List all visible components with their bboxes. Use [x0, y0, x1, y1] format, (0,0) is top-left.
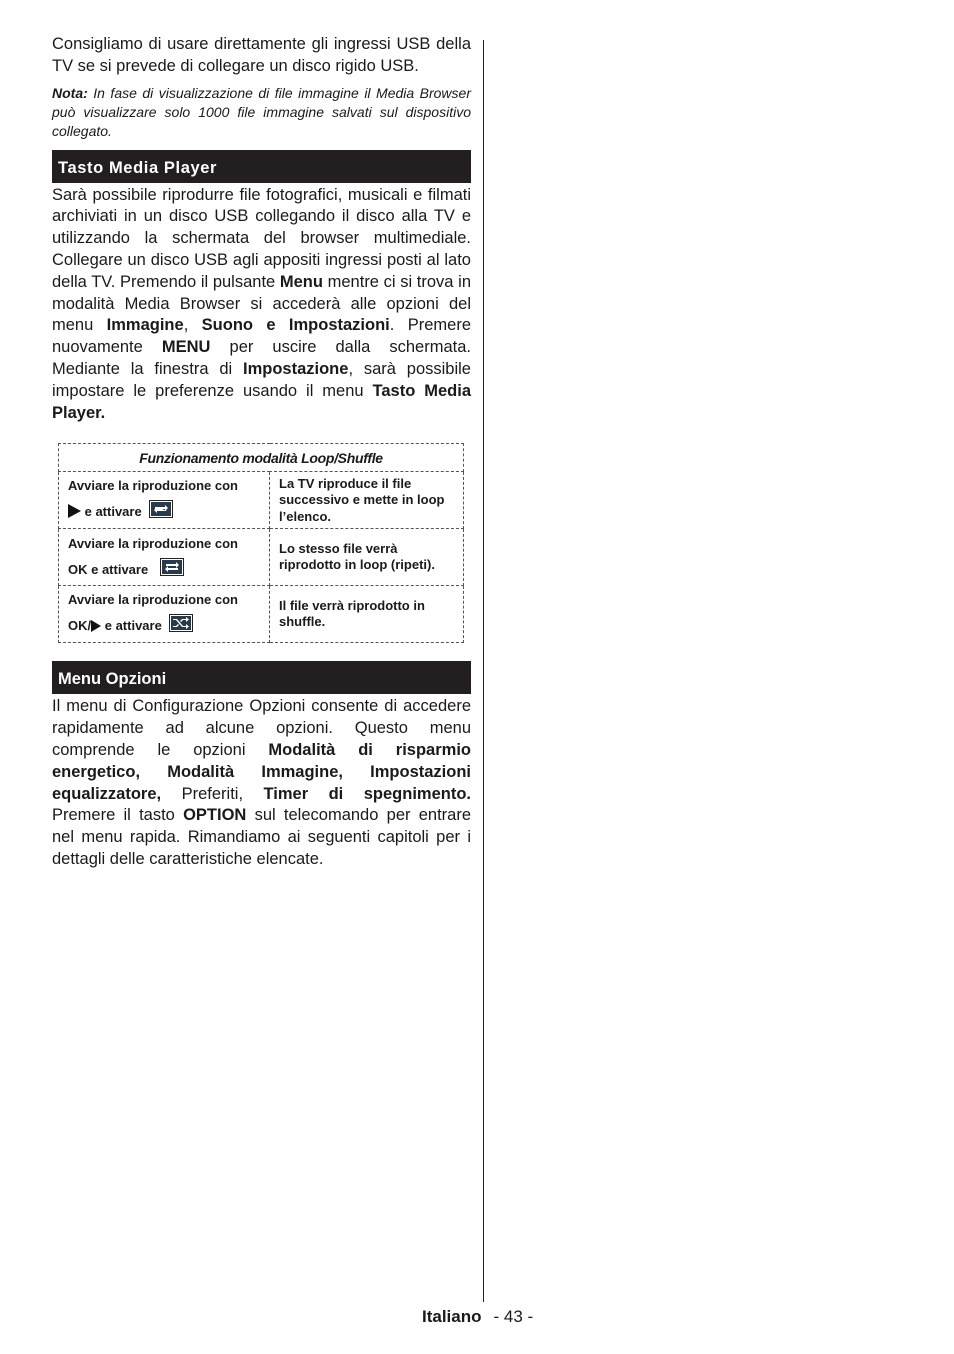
cell-text: e attivare	[101, 618, 162, 634]
text-run: Premere il tasto	[52, 806, 184, 825]
text-run: ,	[183, 316, 202, 335]
table-cell	[59, 586, 270, 643]
table-cell	[59, 472, 270, 529]
left-column	[52, 34, 471, 871]
bold-run: Menu	[279, 272, 323, 291]
repeat-one-icon	[160, 558, 184, 576]
note-text: In fase di visualizzazione di file immagine il Media Browser può visualizzare solo 1000 file immagine salvati sul dispositivo collegato.	[52, 84, 471, 139]
intro-paragraph: Consigliamo di usare direttamente gli ingressi USB della TV se si prevede di collegare un disco rigido USB.	[52, 35, 471, 75]
cell-text: OK e attivare	[68, 562, 149, 578]
play-icon	[91, 620, 101, 637]
text-run: Sarà possibile riprodurre file fotografici, musicali e filmati archiviati in un disco USB collegando il disco alla TV e utilizzando la schermata del browser multimediale. Collegare un disco USB agli appositi ingressi posti al lato della TV. Premendo il pulsante	[52, 185, 471, 291]
cell-text: OK/	[68, 618, 92, 634]
play-icon	[68, 504, 81, 523]
options-menu-paragraph	[52, 696, 471, 870]
repeat-icon	[149, 500, 173, 518]
table-title: Funzionamento modalità Loop/Shuffle	[59, 444, 464, 472]
media-player-paragraph	[52, 185, 471, 425]
table-row	[59, 472, 464, 529]
bold-run: Immagine	[106, 316, 184, 335]
bold-run: Timer di spegnimento.	[263, 784, 471, 803]
table-row	[59, 529, 464, 586]
section-heading-media-player: Tasto Media Player	[52, 150, 471, 183]
text-run: Il menu di Configurazione Opzioni consente di accedere rapidamente ad alcune opzioni. Questo menu comprende le opzioni	[52, 697, 471, 759]
page-footer	[422, 1306, 533, 1328]
note-label: Nota:	[52, 84, 88, 101]
section-heading-options-menu: Menu Opzioni	[52, 661, 471, 694]
note-paragraph	[52, 84, 471, 141]
bold-run: Modalità di risparmio energetico, Modalità Immagine, Impostazioni equalizzatore,	[52, 740, 471, 803]
cell-text: e attivare	[81, 504, 142, 520]
bold-run: Impostazione	[243, 359, 349, 378]
cell-text: Avviare la riproduzione con	[68, 477, 239, 493]
column-divider	[483, 40, 484, 1302]
table-cell: Il file verrà riprodotto in shuffle.	[270, 586, 464, 643]
text-run: Preferiti,	[161, 784, 264, 803]
text-run: . Premere nuovamente	[52, 316, 471, 357]
text-run: per uscire dalla schermata. Mediante la finestra di	[52, 338, 471, 378]
page-number: - 43 -	[493, 1307, 534, 1326]
loop-shuffle-table	[58, 443, 464, 643]
cell-text: Avviare la riproduzione con	[68, 591, 239, 607]
text-run: sul telecomando per entrare nel menu rapida. Rimandiamo ai seguenti capitoli per i dettagli delle caratteristiche elencate.	[52, 806, 472, 868]
table-cell: La TV riproduce il file successivo e mette in loop l’elenco.	[270, 472, 464, 529]
table-row	[59, 586, 464, 643]
bold-run: OPTION	[183, 806, 247, 825]
text-run: , sarà possibile impostare le preferenze usando il menu	[52, 359, 471, 400]
table-cell	[59, 529, 270, 586]
text-run: mentre ci si trova in modalità Media Browser si accederà alle opzioni del menu	[52, 272, 471, 335]
bold-run: Suono e Impostazioni	[201, 316, 390, 335]
bold-run: Tasto Media Player.	[52, 381, 471, 422]
table-cell: Lo stesso file verrà riprodotto in loop (ripeti).	[270, 529, 464, 586]
footer-language: Italiano	[422, 1307, 482, 1326]
cell-text: Avviare la riproduzione con	[68, 535, 239, 551]
shuffle-icon	[169, 614, 193, 632]
bold-run: MENU	[161, 338, 211, 357]
